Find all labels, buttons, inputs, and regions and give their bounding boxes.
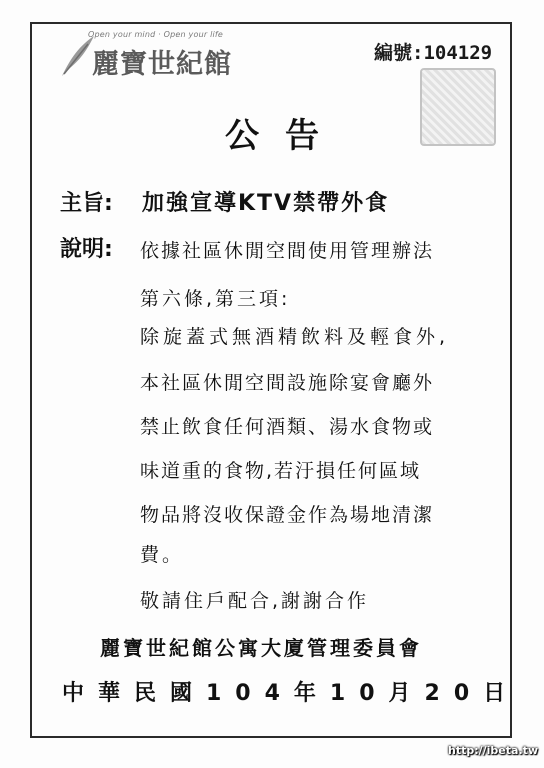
logo-tagline: Open your mind · Open your life	[88, 30, 224, 39]
description-line: 禁止飲食任何酒類、湯水食物或	[140, 416, 435, 438]
issuer-name: 麗寶世紀館公寓大廈管理委員會	[100, 636, 422, 660]
description-line: 味道重的食物,若汙損任何區域	[140, 460, 422, 482]
subject-text: 加強宣導KTV禁帶外食	[142, 191, 390, 216]
description-line: 依據社區休閒空間使用管理辦法	[140, 240, 435, 262]
subject-label: 主旨:	[60, 191, 113, 216]
description-line: 物品將沒收保證金作為場地清潔	[140, 504, 435, 526]
description-line: 第六條,第三項:	[140, 288, 291, 310]
closing-text: 敬請住戶配合,謝謝合作	[140, 590, 370, 612]
description-line: 除旋蓋式無酒精飲料及輕食外,	[140, 326, 450, 348]
description-line: 本社區休閒空間設施除宴會廳外	[140, 372, 435, 394]
notice-title: 公告	[225, 116, 345, 156]
issue-date: 中華民國104年10月20日	[62, 681, 520, 706]
description-label: 說明:	[60, 237, 113, 262]
building-logo	[58, 30, 232, 84]
serial-number: 編號:104129	[374, 42, 493, 64]
site-watermark: http://ibeta.tw	[448, 744, 539, 757]
logo-name: 麗寶世紀館	[92, 49, 232, 80]
description-line: 費。	[140, 544, 185, 566]
